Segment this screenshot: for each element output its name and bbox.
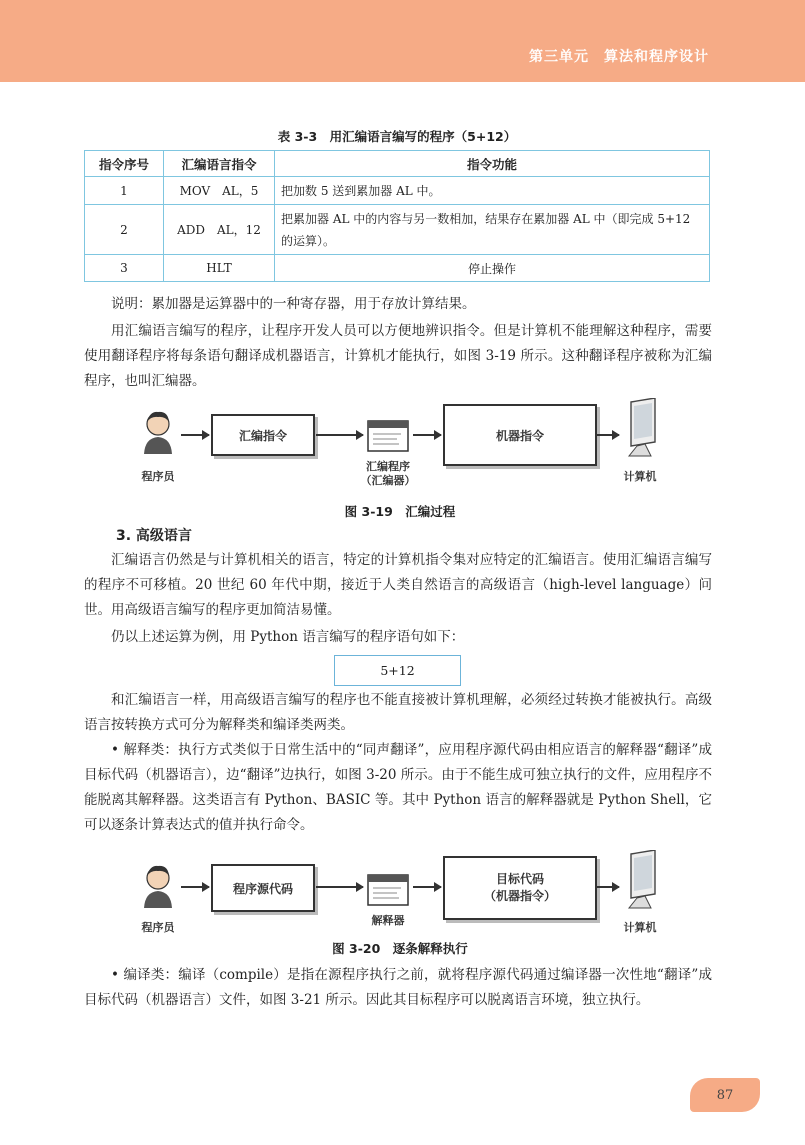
page-number: 87 xyxy=(690,1078,760,1112)
section-heading: 3. 高级语言 xyxy=(116,528,192,544)
body-paragraph: 仍以上述运算为例，用 Python 语言编写的程序语句如下： xyxy=(111,629,465,645)
arrow xyxy=(316,886,363,888)
arrow xyxy=(181,434,209,436)
arrow xyxy=(413,886,441,888)
table-row xyxy=(85,177,710,205)
table-row xyxy=(85,205,710,255)
table-cell: 1 xyxy=(85,177,164,205)
computer-label: 计算机 xyxy=(623,470,657,483)
programmer-label: 程序员 xyxy=(141,921,175,934)
arrow xyxy=(597,886,619,888)
table-row xyxy=(85,255,710,282)
table-caption: 表 3-3 用汇编语言编写的程序（5+12） xyxy=(277,129,517,144)
programmer-icon xyxy=(141,864,175,908)
python-code-box: 5+12 xyxy=(334,655,461,686)
table-header-cell: 汇编语言指令 xyxy=(164,151,275,177)
unit-title: 第三单元 算法和程序设计 xyxy=(529,49,709,65)
table-cell: HLT xyxy=(164,255,275,282)
arrow xyxy=(413,434,441,436)
source-code-box: 程序源代码 xyxy=(211,864,315,912)
arrow xyxy=(316,434,363,436)
computer-icon xyxy=(621,850,661,912)
figure-assembly-process xyxy=(135,398,663,487)
table-cell: 把加数 5 送到累加器 AL 中。 xyxy=(275,177,710,205)
program-window-icon xyxy=(367,874,409,906)
table-header-row xyxy=(85,151,710,177)
figure-interpretation xyxy=(135,842,663,934)
computer-label: 计算机 xyxy=(623,921,657,934)
table-cell: ADD AL，12 xyxy=(164,205,275,255)
table-cell: 3 xyxy=(85,255,164,282)
arrow xyxy=(181,886,209,888)
table-cell: MOV AL，5 xyxy=(164,177,275,205)
body-paragraph: 汇编语言仍然是与计算机相关的语言，特定的计算机指令集对应特定的汇编语言。使用汇编语言编写的程序不可移植。20 世纪 60 年代中期，接近于人类自然语言的高级语言（high-level language）问世。用高级语言编写的程序更加简洁易懂。 xyxy=(84,552,712,618)
figure-caption: 图 3-20 逐条解释执行 xyxy=(332,941,468,956)
programmer-icon xyxy=(141,410,175,454)
table-header-cell: 指令序号 xyxy=(85,151,164,177)
assembly-table xyxy=(84,150,710,282)
interpreted-paragraph: • 解释类：执行方式类似于日常生活中的“同声翻译”，应用程序源代码由相应语言的解释器“翻译”成目标代码（机器语言），边“翻译”边执行，如图 3-20 所示。由于不能生成可独立执行的文件，应用程序不能脱离其解释器。这类语言有 Python、BASIC 等。其中 Python 语言的解释器就是 Python Shell，它可以逐条计算表达式的值并执行命令。 xyxy=(84,742,712,833)
body-paragraph: 和汇编语言一样，用高级语言编写的程序也不能直接被计算机理解，必须经过转换才能被执行。高级语言按转换方式可分为解释类和编译类两类。 xyxy=(84,692,712,733)
assembler-label: 汇编程序 （汇编器） xyxy=(360,460,416,487)
target-code-box: 目标代码 （机器指令） xyxy=(443,856,597,920)
table-cell: 停止操作 xyxy=(275,255,710,282)
arrow xyxy=(597,434,619,436)
machine-instructions-box: 机器指令 xyxy=(443,404,597,466)
body-paragraph: 用汇编语言编写的程序，让程序开发人员可以方便地辨识指令。但是计算机不能理解这种程序，需要使用翻译程序将每条语句翻译成机器语言，计算机才能执行，如图 3-19 所示。这种翻译程序被称为汇编程序，也叫汇编器。 xyxy=(84,323,712,389)
program-window-icon xyxy=(367,420,409,452)
programmer-label: 程序员 xyxy=(141,470,175,483)
note-paragraph: 说明：累加器是运算器中的一种寄存器，用于存放计算结果。 xyxy=(111,296,476,312)
page-header-band xyxy=(0,0,805,82)
table-cell: 把累加器 AL 中的内容与另一数相加，结果存在累加器 AL 中（即完成 5+12 的运算）。 xyxy=(275,205,710,255)
interpreter-label: 解释器 xyxy=(371,914,405,927)
compiled-paragraph: • 编译类：编译（compile）是指在源程序执行之前，就将程序源代码通过编译器一次性地“翻译”成目标代码（机器语言）文件，如图 3-21 所示。因此其目标程序可以脱离语言环境，独立执行。 xyxy=(84,967,712,1008)
assembly-instructions-box: 汇编指令 xyxy=(211,414,315,456)
figure-caption: 图 3-19 汇编过程 xyxy=(344,504,456,519)
table-cell: 2 xyxy=(85,205,164,255)
computer-icon xyxy=(621,398,661,460)
table-header-cell: 指令功能 xyxy=(275,151,710,177)
